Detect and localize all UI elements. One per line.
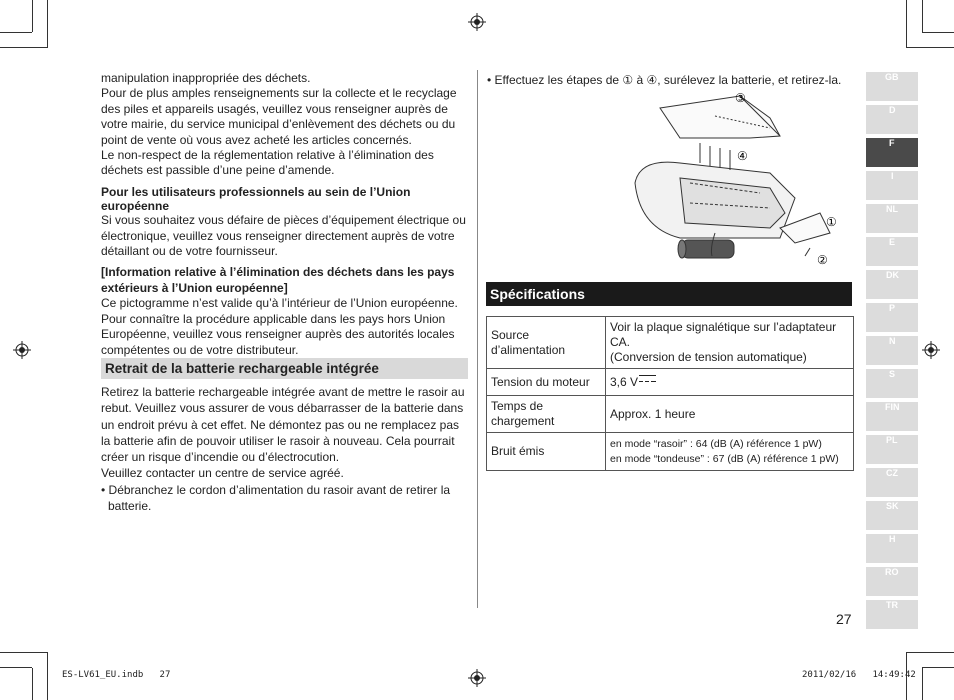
crop-mark — [922, 32, 954, 33]
tab-pl[interactable]: PL — [866, 435, 918, 464]
tab-tr[interactable]: TR — [866, 600, 918, 629]
tab-dk[interactable]: DK — [866, 270, 918, 299]
outside-heading: [Information relative à l’élimination des déchets dans les pays — [101, 265, 455, 280]
footer-file: ES-LV61_EU.indb 27 — [62, 670, 171, 680]
outside-line: Européenne, veuillez vous renseigner auprès des autorités locales — [101, 327, 455, 342]
tab-cz[interactable]: CZ — [866, 468, 918, 497]
pro-line: Si vous souhaitez vous défaire de pièces d’équipement électrique ou — [101, 213, 466, 228]
tab-f[interactable]: F — [866, 138, 918, 167]
battery-section-heading: Retrait de la batterie rechargeable intégrée — [101, 358, 468, 379]
svg-text:④: ④ — [737, 149, 748, 163]
battery-line: Veuillez contacter un centre de service agréé. — [101, 466, 344, 481]
tab-sk[interactable]: SK — [866, 501, 918, 530]
tab-gb[interactable]: GB — [866, 72, 918, 101]
outside-heading: extérieurs à l’Union européenne] — [101, 280, 288, 295]
registration-mark-icon — [13, 341, 31, 359]
footer-datetime: 2011/02/16 14:49:42 — [802, 670, 916, 680]
diagram-label — [817, 253, 828, 267]
battery-bullet: batterie. — [108, 499, 152, 514]
tab-i[interactable]: I — [866, 171, 918, 200]
outside-line: Pour connaître la procédure applicable dans les pays hors Union — [101, 311, 446, 326]
battery-line: un endroit prévu à cet effet. Ne démontez pas ou ne remplacez pas — [101, 417, 459, 432]
dc-symbol-icon — [639, 375, 656, 384]
battery-bullet: • Débranchez le cordon d’alimentation du rasoir avant de retirer la — [101, 482, 451, 497]
battery-line: Retirez la batterie rechargeable intégrée avant de mettre le rasoir au — [101, 385, 465, 399]
registration-mark-icon — [468, 13, 486, 31]
svg-text:③: ③ — [735, 91, 746, 105]
registration-mark-icon — [922, 341, 940, 359]
table-row — [487, 433, 854, 471]
battery-line: rebut. Veuillez vous assurer de vous débarrasser de la batterie dans — [101, 401, 464, 416]
outside-line: Ce pictogramme n’est valide qu’à l’intérieur de l’Union européenne. — [101, 296, 458, 311]
diagram-label — [737, 149, 748, 163]
spec-value: Voir la plaque signalétique sur l’adaptateur CA. (Conversion de tension automatique) — [606, 317, 854, 369]
crop-mark — [47, 0, 48, 48]
crop-mark — [906, 0, 907, 48]
table-row — [487, 369, 854, 396]
table-row — [487, 396, 854, 433]
spec-label: Tension du moteur — [487, 369, 606, 396]
tab-nl[interactable]: NL — [866, 204, 918, 233]
tab-ro[interactable]: RO — [866, 567, 918, 596]
crop-mark — [0, 32, 32, 33]
crop-mark — [922, 667, 954, 668]
removal-instruction: • Effectuez les étapes de ① à ④, surélevez la batterie, et retirez-la. — [487, 73, 842, 87]
spec-value: en mode “rasoir” : 64 (dB (A) référence 1 pW) en mode “tondeuse” : 67 (dB (A) référence 1 pW) — [606, 433, 854, 471]
tab-s[interactable]: S — [866, 369, 918, 398]
spec-label: Source d’alimentation — [487, 317, 606, 369]
crop-mark — [922, 668, 923, 700]
battery-removal-diagram — [620, 88, 850, 268]
registration-mark-icon — [468, 669, 486, 687]
intro-line: déchets est passible d’une peine d’amende. — [101, 163, 335, 178]
spec-value: Approx. 1 heure — [606, 396, 854, 433]
svg-text:②: ② — [817, 253, 828, 267]
intro-line: manipulation inappropriée des déchets. — [101, 71, 311, 85]
tab-n[interactable]: N — [866, 336, 918, 365]
outside-line: compétentes ou de votre distributeur. — [101, 342, 299, 357]
svg-text:①: ① — [826, 215, 837, 229]
intro-line: Le non-respect de la réglementation relative à l’élimination des — [101, 148, 434, 163]
spec-label: Temps de chargement — [487, 396, 606, 433]
table-row — [487, 317, 854, 369]
intro-line: Pour de plus amples renseignements sur la collecte et le recyclage — [101, 86, 457, 101]
crop-mark — [32, 668, 33, 700]
pro-line: électronique, veuillez vous renseigner directement auprès de votre — [101, 228, 455, 243]
battery-line: créer un risque d’incendie ou d’électrocution. — [101, 450, 340, 465]
column-divider — [477, 70, 478, 608]
tab-d[interactable]: D — [866, 105, 918, 134]
pro-heading: Pour les utilisateurs professionnels au sein de l’Union — [101, 184, 411, 199]
spec-label: Bruit émis — [487, 433, 606, 471]
crop-mark — [47, 652, 48, 700]
battery-section-body — [101, 384, 469, 514]
crop-mark — [906, 652, 954, 653]
left-column — [101, 71, 469, 358]
pro-heading: européenne — [101, 199, 170, 214]
intro-line: votre mairie, du service municipal d’enlèvement des déchets ou du — [101, 117, 456, 132]
intro-line: point de vente où vous avez acheté les articles concernés. — [101, 132, 412, 147]
tab-e[interactable]: E — [866, 237, 918, 266]
tab-fin[interactable]: FIN — [866, 402, 918, 431]
tab-h[interactable]: H — [866, 534, 918, 563]
pro-line: détaillant ou de votre fournisseur. — [101, 244, 278, 259]
crop-mark — [0, 667, 32, 668]
page-number: 27 — [836, 611, 852, 627]
crop-mark — [32, 0, 33, 32]
crop-mark — [0, 652, 48, 653]
spec-table — [486, 316, 854, 471]
battery-line: la batterie afin de pouvoir utiliser le rasoir à nouveau. Cela pourrait — [101, 433, 455, 448]
crop-mark — [922, 0, 923, 32]
intro-line: des piles et appareils usagés, veuillez vous renseigner auprès de — [101, 101, 448, 116]
spec-heading: Spécifications — [486, 282, 852, 306]
tab-p[interactable]: P — [866, 303, 918, 332]
crop-mark — [906, 47, 954, 48]
diagram-label — [735, 91, 746, 105]
diagram-label — [826, 215, 837, 229]
crop-mark — [0, 47, 48, 48]
spec-value: 3,6 V — [606, 369, 854, 396]
